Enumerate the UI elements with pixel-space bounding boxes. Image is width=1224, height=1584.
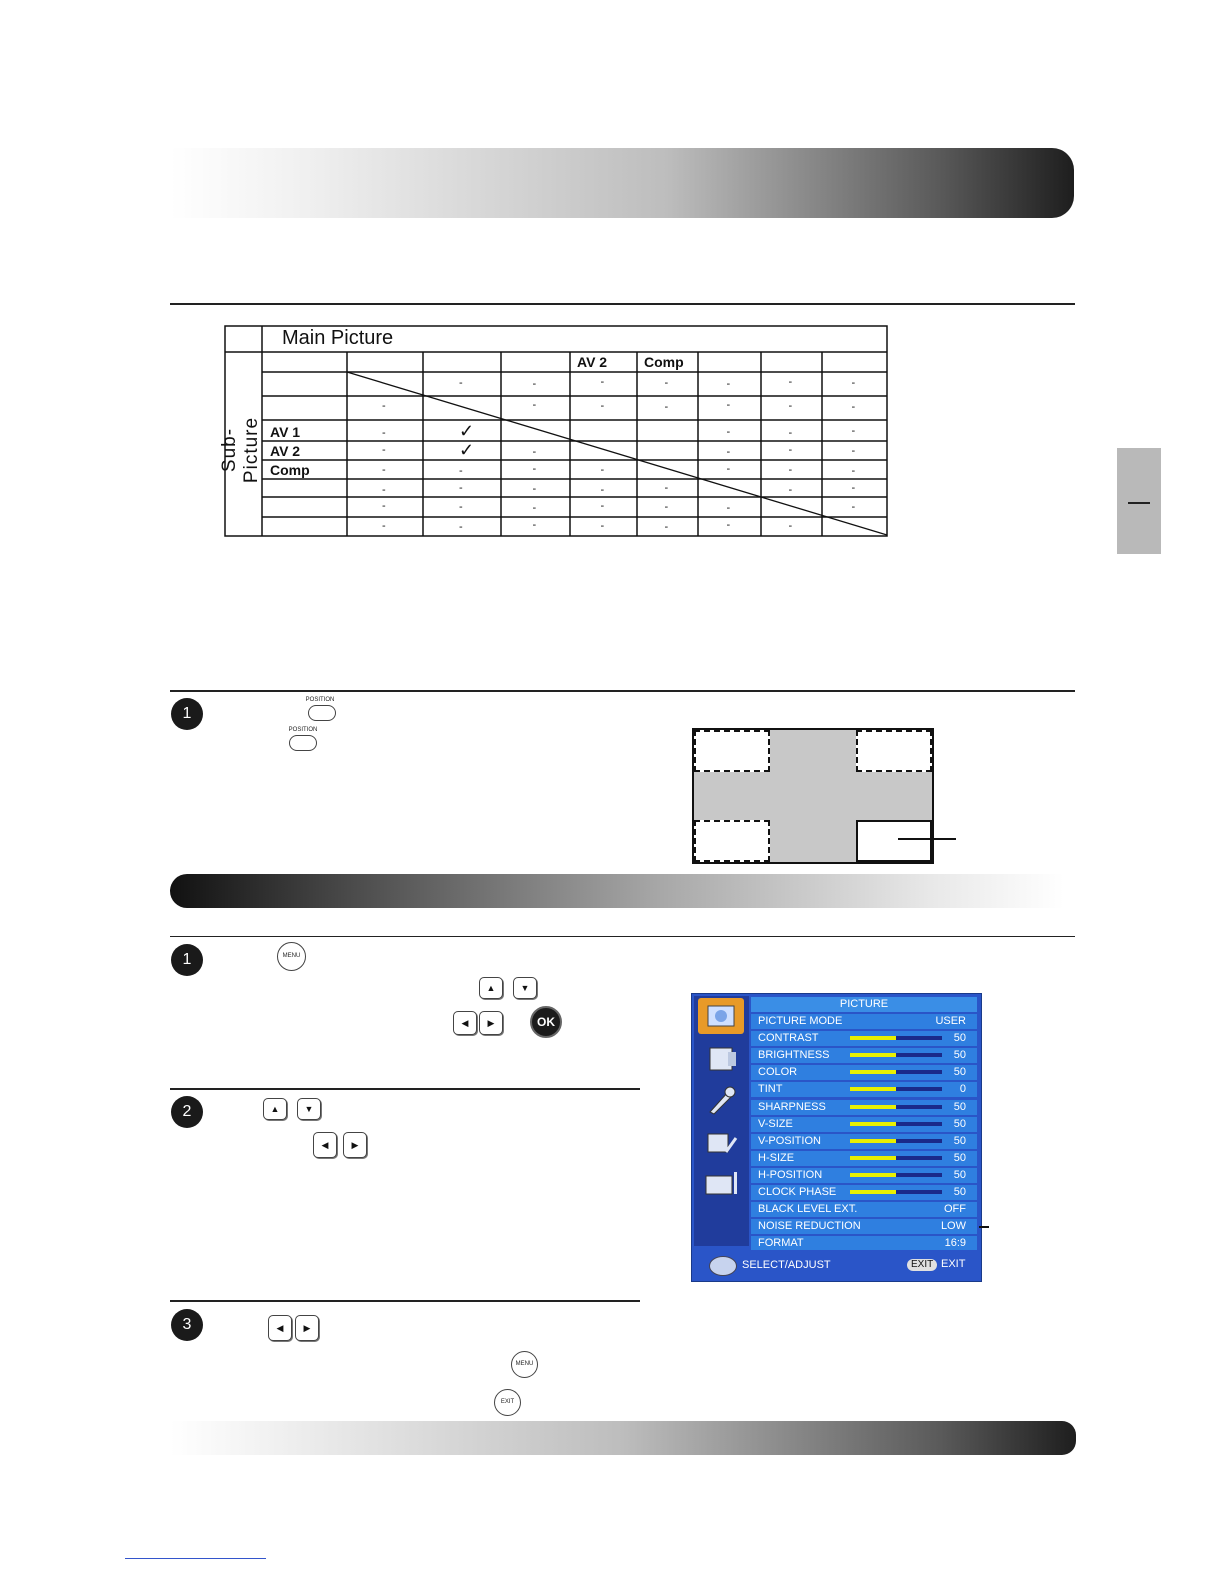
right-button[interactable]: ▶ — [295, 1315, 319, 1341]
header-bar — [170, 148, 1074, 218]
osd-menu-item[interactable] — [751, 1117, 977, 1132]
table-cell-dash: - — [600, 464, 605, 476]
right-button[interactable]: ▶ — [479, 1011, 503, 1035]
osd-menu-item[interactable] — [751, 1168, 977, 1183]
table-cell-dash: - — [788, 444, 793, 456]
table-cell-dash: - — [664, 377, 669, 389]
osd-item-label: BLACK LEVEL EXT. — [758, 1203, 858, 1216]
table-cell-dash: - — [382, 484, 386, 496]
osd-menu-item[interactable] — [751, 1014, 977, 1029]
table-cell-dash: - — [788, 376, 793, 388]
osd-item-label: SHARPNESS — [758, 1100, 826, 1113]
position-button-label: POSITION — [288, 727, 318, 733]
table-cell-dash: - — [382, 500, 386, 512]
exit-button[interactable]: EXIT — [494, 1389, 521, 1416]
table-cell-dash: - — [600, 520, 605, 532]
step-divider — [170, 1300, 640, 1302]
osd-item-value: 50 — [953, 1134, 966, 1147]
table-cell-dash: - — [726, 519, 731, 531]
table-sub-title: Sub-Picture — [219, 416, 262, 484]
table-cell-dash: - — [382, 520, 386, 532]
osd-item-label: NOISE REDUCTION — [758, 1220, 861, 1233]
menu-button[interactable]: MENU — [277, 942, 306, 971]
osd-menu-item[interactable] — [751, 1185, 977, 1200]
osd-item-label: V-SIZE — [758, 1117, 793, 1130]
osd-level-fill — [850, 1036, 896, 1040]
table-cell-dash: - — [382, 444, 386, 456]
down-button[interactable]: ▼ — [513, 977, 537, 999]
table-cell-dash: - — [851, 425, 856, 437]
osd-title: PICTURE — [751, 997, 977, 1012]
osd-level-fill — [850, 1156, 896, 1160]
osd-item-value: LOW — [940, 1220, 966, 1233]
table-cell-dash: - — [532, 399, 537, 411]
table-cell-dash: - — [382, 464, 386, 476]
step-badge: 1 — [171, 944, 203, 976]
table-cell-dash: - — [664, 501, 669, 513]
feature-category-icon[interactable] — [698, 1124, 744, 1160]
osd-level-fill — [850, 1070, 896, 1074]
osd-item-value: 50 — [953, 1049, 966, 1062]
table-col-header: AV 2 — [577, 354, 608, 370]
table-cell-dash: - — [459, 501, 463, 513]
section-bar — [170, 874, 1064, 908]
osd-menu-item[interactable] — [751, 1100, 977, 1115]
osd-menu-item[interactable] — [751, 1151, 977, 1166]
osd-level-slider[interactable] — [850, 1070, 942, 1074]
osd-menu-item[interactable] — [751, 1219, 977, 1234]
menu-button[interactable]: MENU — [511, 1351, 538, 1378]
table-cell-dash: - — [788, 464, 793, 476]
step-badge: 1 — [171, 698, 203, 730]
section-divider — [170, 936, 1075, 937]
osd-item-label: V-POSITION — [758, 1134, 821, 1147]
osd-level-fill — [850, 1053, 896, 1057]
up-button[interactable]: ▲ — [479, 977, 503, 999]
pip-position-diagram — [692, 728, 934, 864]
step-badge: 2 — [171, 1096, 203, 1128]
table-cell-dash: - — [532, 378, 537, 390]
osd-category-sidebar — [694, 996, 749, 1246]
osd-level-slider[interactable] — [850, 1105, 942, 1109]
table-cell-dash: - — [726, 399, 731, 411]
callout-line — [898, 838, 956, 840]
table-main-title: Main Picture — [282, 327, 394, 349]
osd-item-label: COLOR — [758, 1066, 798, 1079]
up-button[interactable]: ▲ — [263, 1098, 287, 1120]
osd-level-fill — [850, 1190, 896, 1194]
osd-level-slider[interactable] — [850, 1087, 942, 1091]
table-cell-dash: - — [532, 502, 537, 514]
table-cell-dash: - — [600, 484, 605, 496]
table-row-header: Comp — [270, 462, 310, 478]
osd-footer-exit: EXIT — [941, 1258, 966, 1270]
table-cell-dash: - — [726, 502, 731, 514]
osd-item-value: 16:9 — [944, 1237, 966, 1250]
osd-level-fill — [850, 1087, 896, 1091]
osd-item-label: H-POSITION — [758, 1168, 823, 1181]
osd-item-label: PICTURE MODE — [758, 1015, 843, 1027]
check-mark-icon: ✓ — [459, 440, 475, 460]
table-row-header: AV 1 — [270, 424, 301, 440]
osd-level-slider[interactable] — [850, 1190, 942, 1194]
left-button[interactable]: ◀ — [268, 1315, 292, 1341]
chapter-tab-mark — [1128, 502, 1150, 504]
osd-footer-select: SELECT/ADJUST — [742, 1259, 831, 1271]
osd-level-fill — [850, 1139, 896, 1143]
osd-level-slider[interactable] — [850, 1139, 942, 1143]
osd-item-value: 50 — [953, 1186, 966, 1198]
osd-level-fill — [850, 1173, 896, 1177]
osd-item-label: CONTRAST — [758, 1032, 819, 1045]
table-cell-dash: - — [851, 501, 856, 513]
table-cell-dash: - — [459, 482, 463, 494]
chapter-tab — [1117, 448, 1161, 554]
footer-bar — [170, 1421, 1076, 1455]
osd-item-value: 50 — [953, 1066, 966, 1079]
table-cell-dash: - — [664, 482, 669, 494]
table-cell-dash: - — [788, 484, 793, 496]
osd-menu-item[interactable] — [751, 1082, 977, 1097]
step-divider — [170, 1088, 640, 1090]
check-mark-icon: ✓ — [459, 421, 475, 441]
osd-level-fill — [850, 1122, 896, 1126]
position-button[interactable] — [289, 735, 317, 751]
table-cell-dash: - — [532, 519, 537, 531]
table-cell-dash: - — [788, 400, 793, 412]
osd-item-value: OFF — [944, 1203, 966, 1216]
osd-menu-item[interactable] — [751, 1065, 977, 1080]
down-button[interactable]: ▼ — [297, 1098, 321, 1120]
osd-item-value: 50 — [953, 1151, 966, 1164]
table-cell-dash: - — [600, 400, 605, 412]
left-button[interactable]: ◀ — [313, 1132, 337, 1158]
table-cell-dash: - — [459, 521, 463, 533]
table-cell-dash: - — [788, 427, 793, 439]
table-cell-dash: - — [851, 465, 856, 477]
table-cell-dash: - — [726, 463, 731, 475]
picture-category-icon[interactable] — [698, 998, 744, 1034]
callout-line — [979, 1226, 989, 1228]
section-divider — [170, 303, 1075, 305]
osd-footer — [692, 1250, 981, 1281]
right-button[interactable]: ▶ — [343, 1132, 367, 1158]
osd-level-slider[interactable] — [850, 1036, 942, 1040]
table-cell-dash: - — [788, 520, 793, 532]
osd-item-label: FORMAT — [758, 1237, 804, 1250]
position-button[interactable] — [308, 705, 336, 721]
position-bottom-right — [856, 820, 932, 862]
osd-item-value: 50 — [953, 1117, 966, 1130]
position-button-label: POSITION — [305, 697, 335, 703]
osd-menu-item[interactable] — [751, 1048, 977, 1063]
pip-category-icon[interactable] — [698, 1166, 744, 1202]
table-cell-dash: - — [726, 426, 731, 438]
osd-level-slider[interactable] — [850, 1156, 942, 1160]
table-cell-dash: - — [851, 377, 856, 389]
table-cell-dash: - — [726, 446, 731, 458]
page-link-underline — [125, 1558, 266, 1559]
table-cell-dash: - — [726, 378, 731, 390]
osd-item-value: USER — [935, 1015, 966, 1027]
left-button[interactable]: ◀ — [453, 1011, 477, 1035]
osd-picture-menu — [691, 993, 982, 1282]
step-badge: 3 — [171, 1309, 203, 1341]
table-cell-dash: - — [382, 400, 386, 412]
table-cell-dash: - — [851, 482, 856, 494]
osd-item-label: CLOCK PHASE — [758, 1186, 837, 1198]
osd-item-value: 0 — [959, 1083, 966, 1096]
osd-item-label: BRIGHTNESS — [758, 1049, 830, 1062]
table-cell-dash: - — [459, 465, 463, 477]
osd-item-value: 50 — [953, 1100, 966, 1113]
osd-level-slider[interactable] — [850, 1122, 942, 1126]
osd-level-slider[interactable] — [850, 1173, 942, 1177]
position-bottom-left — [694, 820, 770, 862]
osd-menu-item[interactable] — [751, 1031, 977, 1046]
table-cell-dash: - — [851, 445, 856, 457]
table-cell-dash: - — [664, 521, 669, 533]
osd-level-slider[interactable] — [850, 1053, 942, 1057]
osd-item-label: TINT — [758, 1083, 783, 1096]
select-adjust-icon — [709, 1256, 737, 1276]
osd-item-value: 50 — [953, 1168, 966, 1181]
table-col-header: Comp — [644, 354, 684, 370]
table-cell-dash: - — [664, 401, 669, 413]
table-row-header: AV 2 — [270, 443, 301, 459]
audio-category-icon[interactable] — [698, 1040, 744, 1076]
position-top-right — [856, 730, 932, 772]
osd-menu-item[interactable] — [751, 1134, 977, 1149]
exit-key-icon: EXIT — [907, 1259, 937, 1271]
table-cell-dash: - — [532, 483, 537, 495]
setup-category-icon[interactable] — [698, 1082, 744, 1118]
table-cell-dash: - — [532, 463, 537, 475]
table-cell-dash: - — [532, 446, 537, 458]
position-top-left — [694, 730, 770, 772]
osd-menu-item[interactable] — [751, 1202, 977, 1217]
section-divider — [170, 690, 1075, 692]
table-cell-dash: - — [600, 500, 605, 512]
osd-item-value: 50 — [953, 1032, 966, 1045]
table-cell-dash: - — [600, 376, 605, 388]
osd-item-label: H-SIZE — [758, 1151, 795, 1164]
table-cell-dash: - — [851, 401, 856, 413]
table-cell-dash: - — [459, 377, 463, 389]
ok-button[interactable]: OK — [530, 1006, 562, 1038]
table-cell-dash: - — [382, 427, 386, 439]
osd-level-fill — [850, 1105, 896, 1109]
